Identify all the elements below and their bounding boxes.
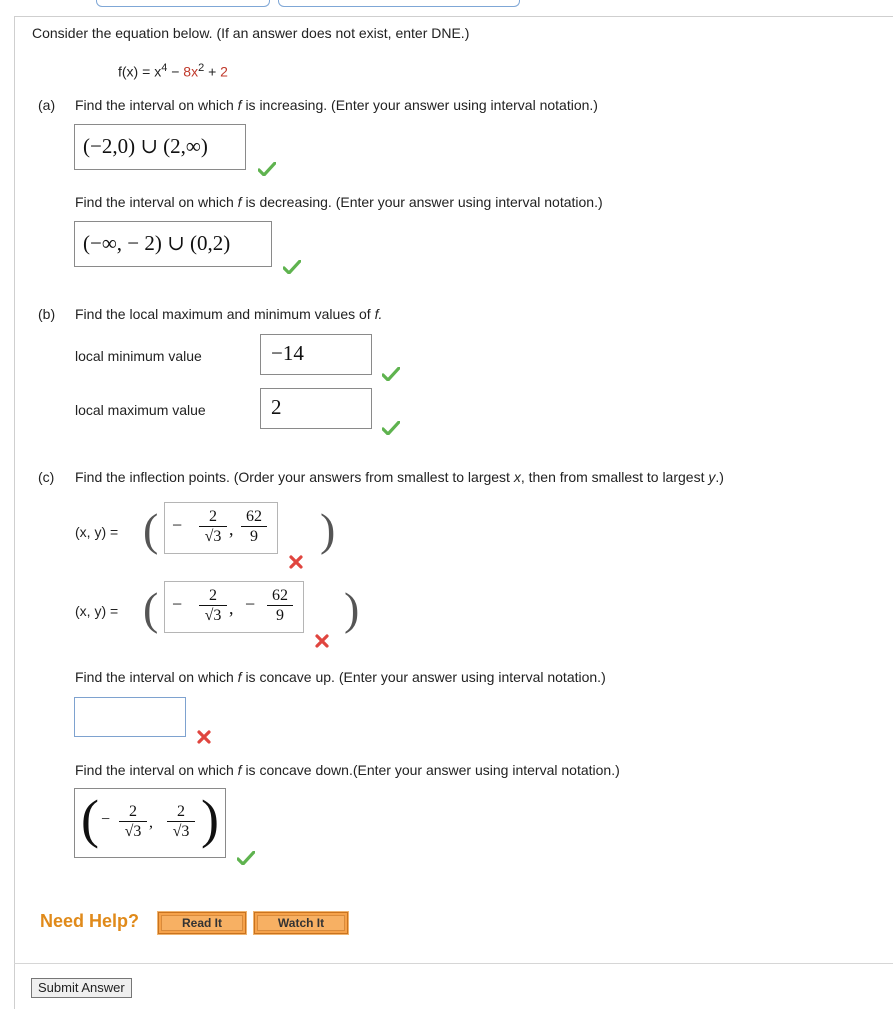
prompt-text: Find the interval on which (75, 194, 234, 210)
decreasing-answer-box[interactable] (74, 221, 272, 267)
inflection-point-1-box[interactable] (164, 502, 278, 554)
check-icon (237, 851, 255, 865)
need-help-label: Need Help? (40, 911, 140, 931)
point2-comma: , (229, 598, 234, 618)
check-icon (382, 367, 400, 381)
concave-down-prompt (75, 762, 620, 778)
point1-x-fraction (199, 508, 227, 546)
divider (14, 963, 893, 964)
close-paren: ) (320, 504, 336, 555)
open-paren: ( (81, 789, 99, 849)
part-c-label: (c) (38, 469, 55, 485)
watch-it-label: Watch It (257, 915, 345, 931)
concave-down-answer-box[interactable] (74, 788, 226, 858)
prompt-text-end: .) (715, 469, 724, 485)
decreasing-answer-value: (−∞, − 2) ∪ (0,2) (83, 231, 231, 255)
increasing-answer-box[interactable] (74, 124, 246, 170)
cross-icon (197, 730, 211, 744)
open-paren: ( (143, 504, 159, 555)
local-min-value: −14 (271, 341, 304, 365)
equation-power-2: 2 (198, 62, 205, 74)
submit-answer-button[interactable]: Submit Answer (31, 978, 132, 998)
equation-eq: = (142, 63, 151, 80)
f-italic: f (237, 97, 242, 113)
part-a-prompt-increasing (75, 97, 598, 113)
equation-power-4: 4 (161, 62, 168, 74)
point1-x-num: 2 (209, 508, 217, 525)
point1-comma: , (229, 519, 234, 539)
close-paren: ) (201, 789, 219, 849)
concave-down-left-fraction (119, 803, 147, 841)
xy-label: (x, y) = (75, 603, 119, 619)
watch-it-button[interactable] (254, 912, 348, 934)
local-min-answer-box[interactable] (260, 334, 372, 375)
part-b-label: (b) (38, 306, 56, 322)
point2-y-den: 9 (276, 607, 284, 624)
top-tab-left[interactable] (96, 0, 270, 7)
concave-down-minus: − (101, 811, 111, 828)
equation-8x: 8x (183, 63, 199, 80)
f-italic: f (237, 194, 242, 210)
point1-y-num: 62 (246, 508, 262, 525)
local-max-answer-box[interactable] (260, 388, 372, 429)
point2-y-fraction (267, 587, 293, 625)
equation-plus: + (208, 63, 217, 80)
prompt-text: Find the interval on which (75, 669, 234, 685)
concave-down-right-fraction (167, 803, 195, 841)
f-italic: f (237, 669, 242, 685)
prompt-text-end: is decreasing. (Enter your answer using interval notation.) (245, 194, 603, 210)
prompt-text: Find the interval on which (75, 97, 234, 113)
point2-x-fraction (199, 587, 227, 625)
prompt-text-end: is concave up. (Enter your answer using interval notation.) (245, 669, 606, 685)
increasing-answer-value: (−2,0) ∪ (2,∞) (83, 134, 208, 158)
inflection-point-2-box[interactable] (164, 581, 304, 633)
concave-up-input[interactable] (74, 697, 186, 737)
prompt-text-mid: , then from smallest to largest (520, 469, 705, 485)
point1-minus: − (172, 515, 183, 535)
prompt-text: Find the interval on which (75, 762, 234, 778)
xy-label: (x, y) = (75, 524, 119, 540)
top-tab-right[interactable] (278, 0, 520, 7)
equation-minus: − (171, 63, 180, 80)
cross-icon (315, 634, 329, 648)
intro-text: Consider the equation below. (If an answer does not exist, enter DNE.) (32, 25, 470, 41)
concave-up-prompt (75, 669, 606, 685)
point2-x-den: √3 (204, 607, 222, 624)
concave-down-num1: 2 (129, 803, 137, 820)
x-italic: x (513, 469, 521, 485)
concave-down-den1: √3 (124, 823, 142, 840)
point1-y-fraction (241, 508, 267, 546)
cross-icon (289, 555, 303, 569)
concave-down-den2: √3 (172, 823, 190, 840)
point2-y-num: 62 (272, 587, 288, 604)
part-b-prompt (75, 306, 382, 322)
prompt-text: Find the local maximum and minimum values of (75, 306, 371, 322)
check-icon (382, 421, 400, 435)
check-icon (283, 260, 301, 274)
equation-constant: 2 (220, 63, 228, 80)
point1-x-den: √3 (204, 528, 222, 545)
prompt-text-end: is concave down.(Enter your answer using interval notation.) (245, 762, 620, 778)
concave-down-comma: , (149, 814, 153, 831)
read-it-button[interactable] (158, 912, 246, 934)
prompt-text: Find the inflection points. (Order your answers from smallest to largest (75, 469, 510, 485)
local-max-value: 2 (271, 395, 282, 419)
prompt-text-end: is increasing. (Enter your answer using interval notation.) (245, 97, 598, 113)
equation-fx: f(x) (118, 63, 139, 80)
point1-y-den: 9 (250, 528, 258, 545)
local-max-label: local maximum value (75, 402, 206, 418)
point2-y-minus: − (245, 594, 256, 614)
part-a-prompt-decreasing (75, 194, 603, 210)
open-paren: ( (143, 583, 159, 634)
f-italic: f. (374, 306, 383, 322)
equation-x: x (154, 63, 162, 80)
check-icon (258, 162, 276, 176)
concave-down-num2: 2 (177, 803, 185, 820)
read-it-label: Read It (161, 915, 243, 931)
part-a-label: (a) (38, 97, 56, 113)
local-min-label: local minimum value (75, 348, 202, 364)
y-italic: y (708, 469, 716, 485)
point2-minus: − (172, 594, 183, 614)
close-paren: ) (344, 583, 360, 634)
part-c-prompt (75, 469, 724, 485)
f-italic: f (237, 762, 242, 778)
equation (118, 62, 228, 80)
point2-x-num: 2 (209, 587, 217, 604)
